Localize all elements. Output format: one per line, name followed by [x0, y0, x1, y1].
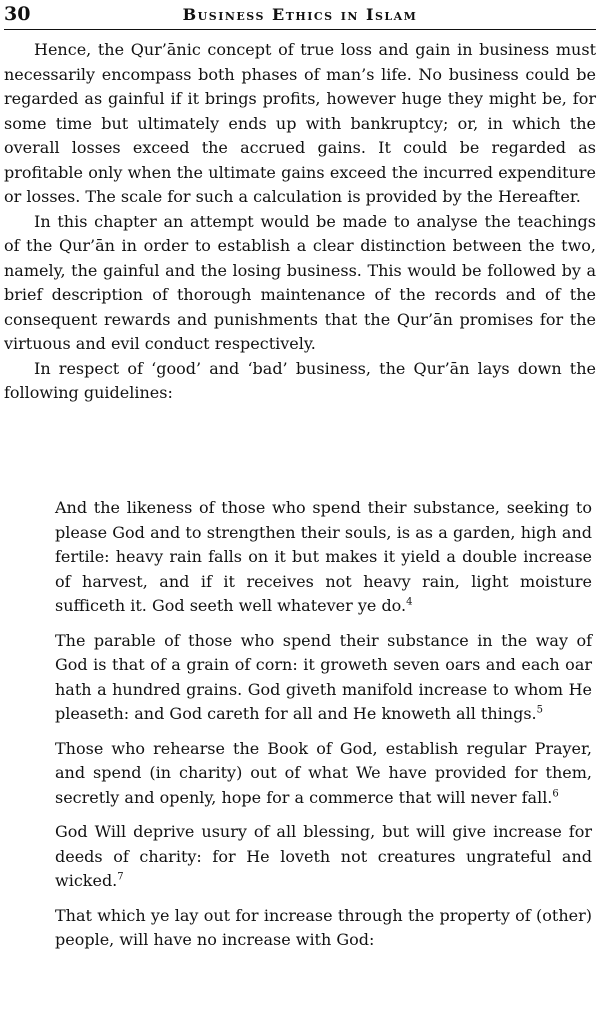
page-header	[4, 3, 596, 30]
quotation	[55, 737, 592, 811]
quotation	[55, 629, 592, 727]
running-title: Business Ethics in Islam	[182, 5, 418, 24]
quotation	[55, 820, 592, 894]
quotation-text: That which ye lay out for increase through the property of (other) people, will have no increase with God:	[55, 905, 592, 949]
quotation	[55, 904, 592, 953]
footnote-marker: 6	[552, 788, 559, 800]
quotation-text: The parable of those who spend their substance in the way of God is that of a grain of corn: it groweth seven oars and each oar hath a hundred grains. God giveth manifold increase to whom He pleaseth: and God careth for all and He knoweth all things.	[55, 630, 592, 723]
paragraph: Hence, the Qur’ānic concept of true loss and gain in business must necessarily encompass both phases of man’s life. No business could be regarded as gainful if it brings profits, however huge they might be, for some time but ultimately ends up with bankruptcy; or, in which the overall losses exceed the accrued gains. It could be regarded as profitable only when the ultimate gains exceed the incurred expenditure or losses. The scale for such a calculation is provided by the Hereafter.	[4, 40, 596, 206]
quotation	[55, 496, 592, 619]
footnote-marker: 7	[117, 871, 124, 883]
quotation-text: And the likeness of those who spend their substance, seeking to please God and to strengthen their souls, is as a garden, high and fertile: heavy rain falls on it but makes it yield a double increase of harvest, and if it receives not heavy rain, light moisture sufficeth it. God seeth well whatever ye do.	[55, 498, 592, 615]
quotation-text: Those who rehearse the Book of God, establish regular Prayer, and spend (in charity) out of what We have provided for them, secretly and openly, hope for a commerce that will never fall.	[55, 738, 592, 807]
body-text	[4, 38, 596, 406]
quotation-block	[55, 496, 592, 963]
paragraph: In this chapter an attempt would be made to analyse the teachings of the Qur’ān in order to establish a clear distinction between the two, namely, the gainful and the losing business. This would be followed by a brief description of thorough maintenance of the records and of the consequent rewards and punishments that the Qur’ān promises for the virtuous and evil conduct respectively.	[4, 211, 596, 353]
paragraph: In respect of ‘good’ and ‘bad’ business, the Qur’ān lays down the following guidelines:	[4, 358, 596, 402]
footnote-marker: 5	[536, 704, 543, 716]
footnote-marker: 4	[406, 596, 413, 608]
page-number: 30	[4, 3, 31, 25]
quotation-text: God Will deprive usury of all blessing, but will give increase for deeds of charity: for He loveth not creatures ungrateful and wicked.	[55, 822, 592, 890]
